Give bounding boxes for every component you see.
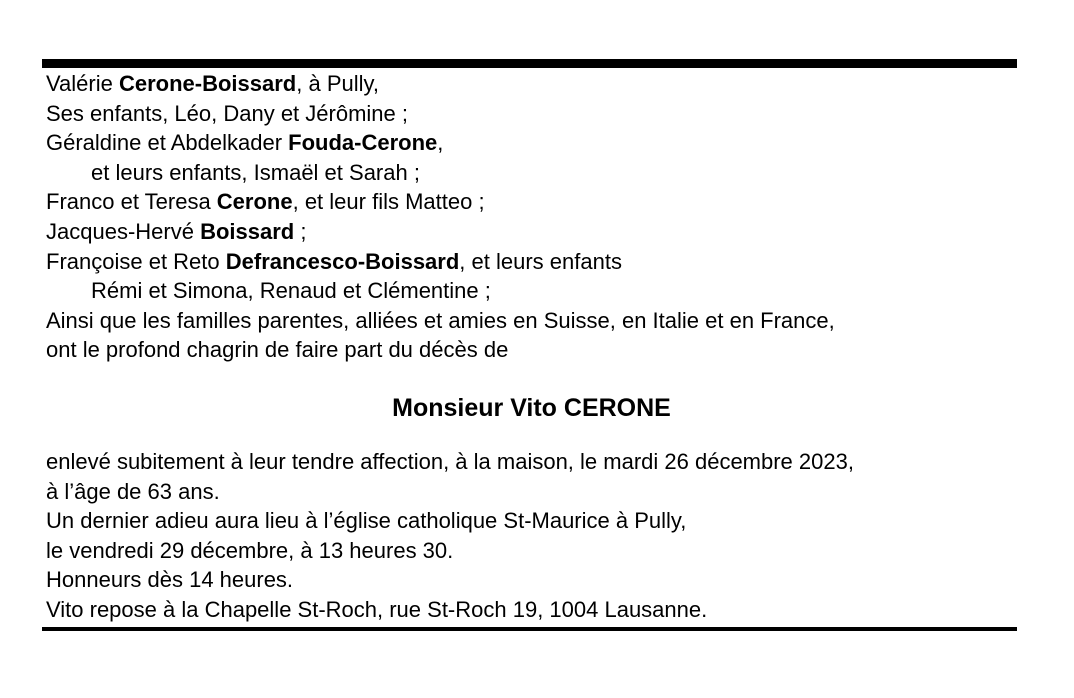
- surname: Fouda-Cerone: [288, 130, 438, 156]
- top-rule: [42, 59, 1017, 68]
- detail-line: Vito repose à la Chapelle St-Roch, rue St-Roch 19, 1004 Lausanne.: [46, 596, 708, 622]
- detail-line: le vendredi 29 décembre, à 13 heures 30.: [46, 537, 454, 563]
- bottom-rule: [42, 627, 1017, 631]
- surname: Boissard: [200, 218, 295, 244]
- family-line: Ses enfants, Léo, Dany et Jérômine ;: [46, 100, 408, 126]
- surname: Cerone: [216, 189, 293, 215]
- family-line: Franco et Teresa Cerone, et leur fils Matteo ;: [46, 189, 485, 215]
- family-line: Françoise et Reto Defrancesco-Boissard, et leurs enfants: [46, 248, 622, 274]
- surname: Defrancesco-Boissard: [225, 248, 460, 274]
- family-line: Rémi et Simona, Renaud et Clémentine ;: [91, 278, 491, 304]
- surname: Cerone-Boissard: [118, 71, 297, 96]
- obituary-notice: [42, 59, 1017, 625]
- detail-line: Un dernier adieu aura lieu à l’église catholique St-Maurice à Pully,: [46, 508, 687, 534]
- details-list: [42, 447, 1017, 625]
- detail-line: à l’âge de 63 ans.: [46, 478, 220, 504]
- detail-line: Honneurs dès 14 heures.: [46, 567, 294, 593]
- family-line: Jacques-Hervé Boissard ;: [46, 218, 307, 244]
- family-line: ont le profond chagrin de faire part du décès de: [46, 337, 509, 363]
- detail-line: enlevé subitement à leur tendre affection, à la maison, le mardi 26 décembre 2023,: [46, 448, 854, 474]
- family-line: Valérie Cerone-Boissard, à Pully,: [46, 71, 379, 96]
- family-line: Géraldine et Abdelkader Fouda-Cerone,: [46, 130, 444, 156]
- family-list: [42, 69, 1017, 365]
- deceased-name: Monsieur Vito CERONE: [392, 393, 671, 422]
- family-line: Ainsi que les familles parentes, alliées et amies en Suisse, en Italie et en France,: [46, 307, 835, 333]
- family-line: et leurs enfants, Ismaël et Sarah ;: [91, 159, 420, 185]
